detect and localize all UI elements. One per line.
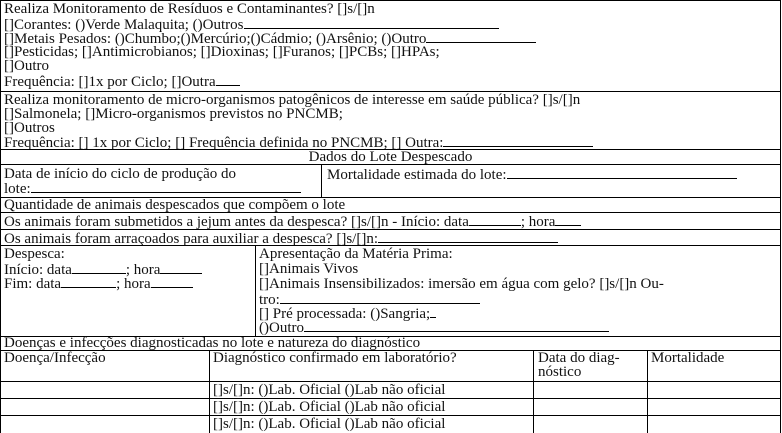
mortality-estimate-blank[interactable] bbox=[507, 166, 737, 179]
pesticidas-line: []Pesticidas; []Antimicrobianos; []Dioxinas; []Furanos; []PCBs; []HPAs; bbox=[4, 44, 440, 60]
pathogens-question: Realiza monitoramento de micro-organismos patogênicos de interesse em saúde pública? []s/[]n bbox=[4, 92, 581, 108]
header-date: Data do diag- bbox=[538, 350, 620, 366]
table-row bbox=[0, 415, 781, 433]
harvest-end-date-blank[interactable] bbox=[61, 275, 116, 288]
preprocessed-blank[interactable] bbox=[430, 305, 436, 318]
contaminants-section bbox=[0, 0, 781, 91]
pathogens-frequencia-blank[interactable] bbox=[443, 134, 593, 147]
harvest-row-divider bbox=[255, 245, 256, 336]
other-option: ()Outro bbox=[259, 319, 609, 336]
preprocessed-option: [] Pré processada: ()Sangria; bbox=[259, 305, 436, 322]
fasting-label: Os animais foram submetidos a jejum antes da despesca? []s/[]n - Início: data ; hora bbox=[4, 213, 581, 230]
diagnosis-cell[interactable]: []s/[]n: ()Lab. Oficial ()Lab não oficial bbox=[213, 399, 446, 415]
quantity-row bbox=[0, 197, 781, 212]
diagnosis-cell[interactable]: []s/[]n: ()Lab. Oficial ()Lab não oficial bbox=[213, 382, 446, 398]
harvest-start-date-blank[interactable] bbox=[72, 261, 126, 274]
corantes-blank[interactable] bbox=[244, 16, 499, 29]
pathogens-options: []Salmonela; []Micro-organismos previstos no PNCMB; bbox=[4, 106, 343, 122]
cycle-start-blank[interactable] bbox=[31, 180, 301, 193]
frequencia-blank[interactable] bbox=[216, 73, 240, 86]
fasting-date-blank[interactable] bbox=[469, 213, 521, 226]
mortality-estimate-label: Mortalidade estimada do lote: bbox=[327, 166, 737, 183]
lot-section-title: Dados do Lote Despescado bbox=[308, 149, 473, 165]
quantity-label: Quantidade de animais despescados que compõem o lote bbox=[4, 197, 346, 213]
diseases-section-title: Doenças e infecções diagnosticadas no lote e natureza do diagnóstico bbox=[4, 335, 421, 351]
table-row bbox=[0, 381, 781, 398]
stunned-other-blank[interactable] bbox=[280, 291, 480, 304]
table-divider-1 bbox=[209, 350, 210, 433]
live-animals-option: []Animais Vivos bbox=[259, 261, 359, 277]
cycle-start-label-2: lote: bbox=[4, 180, 301, 197]
harvest-end: Fim: data ; hora bbox=[4, 275, 193, 292]
stunned-animals-option: []Animais Insensibilizados: imersão em água com gelo? []s/[]n Ou- bbox=[259, 276, 664, 292]
harvest-row bbox=[0, 245, 781, 336]
other-blank[interactable] bbox=[304, 319, 609, 332]
metais-blank[interactable] bbox=[426, 30, 536, 43]
outro-line: []Outro bbox=[4, 58, 49, 74]
table-divider-2 bbox=[533, 350, 534, 433]
lot-section-header bbox=[0, 149, 781, 164]
contaminants-question: Realiza Monitoramento de Resíduos e Contaminantes? []s/[]n bbox=[4, 1, 375, 17]
pathogens-section bbox=[0, 91, 781, 149]
harvest-label: Despesca: bbox=[4, 246, 65, 262]
table-row bbox=[0, 398, 781, 415]
pathogens-outros: []Outros bbox=[4, 120, 55, 136]
fasting-row bbox=[0, 212, 781, 229]
feeding-row bbox=[0, 229, 781, 245]
stunned-animals-other: tro: bbox=[259, 291, 480, 308]
header-mortality: Mortalidade bbox=[651, 350, 725, 366]
frequencia-line: Frequência: []1x por Ciclo; []Outra bbox=[4, 73, 240, 90]
header-diagnosis: Diagnóstico confirmado em laboratório? bbox=[213, 350, 457, 366]
header-date-2: nóstico bbox=[538, 364, 582, 380]
corantes-line: []Corantes: ()Verde Malaquita; ()Outros bbox=[4, 16, 499, 33]
diagnosis-cell[interactable]: []s/[]n: ()Lab. Oficial ()Lab não oficial bbox=[213, 416, 446, 432]
metais-line: []Metais Pesados: ()Chumbo;()Mercúrio;()Cádmio; ()Arsênio; ()Outro bbox=[4, 30, 536, 47]
cycle-row bbox=[0, 164, 781, 197]
harvest-start: Início: data ; hora bbox=[4, 261, 202, 278]
diseases-section-header bbox=[0, 336, 781, 350]
feeding-blank[interactable] bbox=[378, 230, 558, 243]
cycle-start-label: Data de início do ciclo de produção do bbox=[4, 166, 237, 182]
harvest-end-hour-blank[interactable] bbox=[151, 275, 193, 288]
diseases-table-header bbox=[0, 350, 781, 381]
pathogens-frequencia: Frequência: [] 1x por Ciclo; [] Frequência definida no PNCMB; [] Outra: bbox=[4, 134, 593, 151]
presentation-label: Apresentação da Matéria Prima: bbox=[259, 246, 453, 262]
header-disease: Doença/Infecção bbox=[4, 350, 106, 366]
feeding-label: Os animais foram arraçoados para auxiliar a despesca? []s/[]n: bbox=[4, 230, 558, 247]
table-divider-3 bbox=[647, 350, 648, 433]
harvest-start-hour-blank[interactable] bbox=[160, 261, 202, 274]
fasting-hour-blank[interactable] bbox=[555, 213, 581, 226]
cycle-row-divider bbox=[321, 164, 322, 197]
